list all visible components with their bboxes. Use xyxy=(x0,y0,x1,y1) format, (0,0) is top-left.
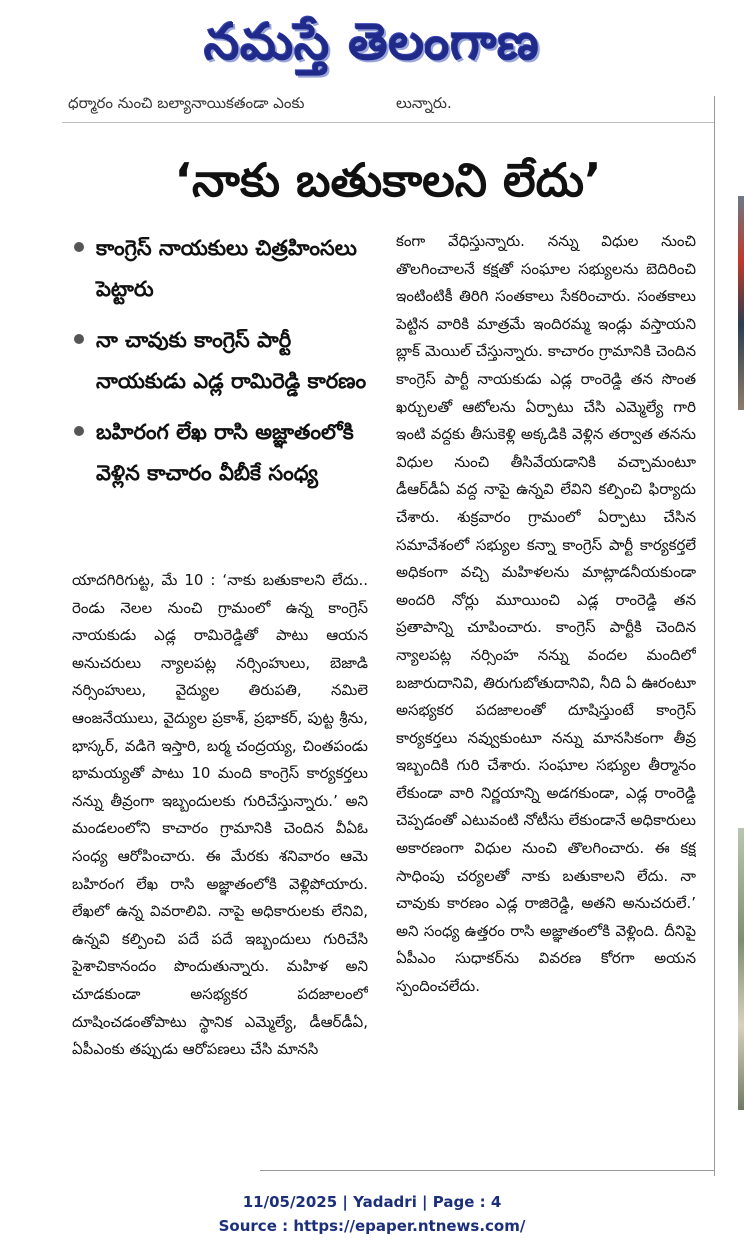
article-body-left-column: యాదగిరిగుట్ట, మే 10 : ‘నాకు బతుకాలని లేదు.. రెండు నెలల నుంచి గ్రామంలో ఉన్న కాంగ్రెస్ నాయకుడు ఎడ్ల రామిరెడ్డితో పాటు ఆయన అనుచరులు న్యాలపట్ల నర్సింహులు, బెజాడి నర్సింహులు, వైద్యుల తిరుపతి, నమిలె ఆంజనేయులు, వైద్యుల ప్రకాశ్, ప్రభాకర్, పుట్ట శ్రీను, భాస్కర్, వడిగె ఇస్తారి, బర్మ చంద్రయ్య, చింతపండు భామయ్యతో పాటు 10 మంది కాంగ్రెస్ కార్యకర్తలు నన్ను తీవ్రంగా ఇబ్బందులకు గురిచేస్తున్నారు.’ అని మండలంలోని కాచారం గ్రామానికి చెందిన వీఏఓ సంధ్య ఆరోపించారు. ఈ మేరకు శనివారం ఆమె బహిరంగ లేఖ రాసి అజ్ఞాతంలోకి వెళ్లిపోయారు. లేఖలో ఉన్న వివరాలివి. నాపై అధికారులకు లేనివి, ఉన్నవి కల్పించి పదే పదే ఇబ్బందులు గురిచేసి పైశాచికానందం పొందుతున్నారు. మహిళ అని చూడకుండా అసభ్యకర పదజాలంలో దూషించడంతోపాటు స్థానిక ఎమ్మెల్యే, డీఆర్‌డీఏ, ఏపీఎంకు తప్పుడు ఆరోపణలు చేసి మానసి xyxy=(72,571,368,1059)
divider-bottom xyxy=(260,1170,714,1171)
bullet-dot-icon xyxy=(74,334,84,344)
divider-top xyxy=(62,122,714,123)
divider-right-column xyxy=(714,96,715,1176)
cutoff-text-right: లున్నారు. xyxy=(396,94,452,112)
footer-source-link[interactable]: Source : https://epaper.ntnews.com/ xyxy=(218,1217,526,1235)
footer xyxy=(0,1190,744,1238)
cutoff-text-left: ధర్మారం నుంచి బల్యానాయికతండా ఎంకు xyxy=(68,94,305,112)
masthead xyxy=(0,0,744,86)
bullet-dot-icon xyxy=(74,242,84,252)
footer-edition-info: 11/05/2025 | Yadadri | Page : 4 xyxy=(242,1193,502,1211)
bullet-item xyxy=(70,320,380,402)
adjacent-photo-bottom xyxy=(738,828,744,1110)
masthead-title: నమస్తే తెలంగాణ xyxy=(204,13,540,71)
highlight-bullets xyxy=(70,228,380,504)
bullet-text: కాంగ్రెస్ నాయకులు చిత్రహింసలు పెట్టారు xyxy=(96,236,357,301)
bullet-item xyxy=(70,228,380,310)
article-headline: ‘నాకు బతుకాలని లేదు’ xyxy=(174,153,602,207)
bullet-text: నా చావుకు కాంగ్రెస్ పార్టీ నాయకుడు ఎడ్ల రామిరెడ్డి కారణం xyxy=(96,328,367,393)
bullet-item xyxy=(70,412,380,494)
bullet-dot-icon xyxy=(74,426,84,436)
article-body-right-column: కంగా వేధిస్తున్నారు. నన్ను విధుల నుంచి తొలగించాలనే కక్షతో సంఘాల సభ్యులను బెదిరించి ఇంటింటికీ తిరిగి సంతకాలు సేకరించారు. సంతకాలు పెట్టిన వారికి మాత్రమే ఇందిరమ్మ ఇండ్లు వస్తాయని బ్లాక్ మెయిల్ చేస్తున్నారు. కాచారం గ్రామానికి చెందిన కాంగ్రెస్ పార్టీ నాయకుడు ఎడ్ల రాంరెడ్డి తన సొంత ఖర్చులతో ఆటోలను ఏర్పాటు చేసి ఎమ్మెల్యే గారి ఇంటి వద్దకు తీసుకెళ్లి అక్కడికి వెళ్లిన తర్వాత తనను విధుల నుంచి తీసివేయడానికి వచ్చామంటూ డీఆర్‌డీఏ వద్ద నాపై ఉన్నవి లేవిని కల్పించి ఫిర్యాదు చేశారు. శుక్రవారం గ్రామంలో ఏర్పాటు చేసిన సమావేశంలో సభ్యుల కన్నా కాంగ్రెస్ పార్టీ కార్యకర్తలే అధికంగా వచ్చి మహిళలను మాట్లాడనీయకుండా అందరి నోర్లు మూయించి ఎడ్ల రాంరెడ్డి తన ప్రతాపాన్ని చూపించారు. కాంగ్రెస్ పార్టీకి చెందిన న్యాలపట్ల నర్సింహ నన్ను వందల మందిలో బజారుదానివి, తిరుగుబోతుదానివి, నీది ఏ ఊరంటూ అసభ్యకర పదజాలంతో దూషిస్తుంటే కాంగ్రెస్ కార్యకర్తలు నవ్వుకుంటూ నన్ను మానసికంగా తీవ్ర ఇబ్బందికి గురి చేశారు. సంఘాల సభ్యుల తీర్మానం లేకుండా వారి నిర్ణయాన్ని అడగకుండా, ఎడ్ల రాంరెడ్డి చెప్పడంతో ఎటువంటి నోటీసు లేకుండానే అధికారులు అకారణంగా విధుల నుంచి తొలగించారు. ఈ కక్ష సాధింపు చర్యలతో నాకు బతుకాలని లేదు. నా చావుకు కారణం ఎడ్ల రాజిరెడ్డి, అతని అనుచరులే.’ అని సంధ్య ఉత్తరం రాసి అజ్ఞాతంలోకి వెళ్లింది. దీనిపై ఏపీఎం సుధాకర్‌ను వివరణ కోరగా అయన స్పందించలేదు. xyxy=(396,232,696,996)
adjacent-photo-top xyxy=(738,196,744,410)
bullet-text: బహిరంగ లేఖ రాసి అజ్ఞాతంలోకి వెళ్లిన కాచారం వీబీకే సంధ్య xyxy=(96,420,354,485)
